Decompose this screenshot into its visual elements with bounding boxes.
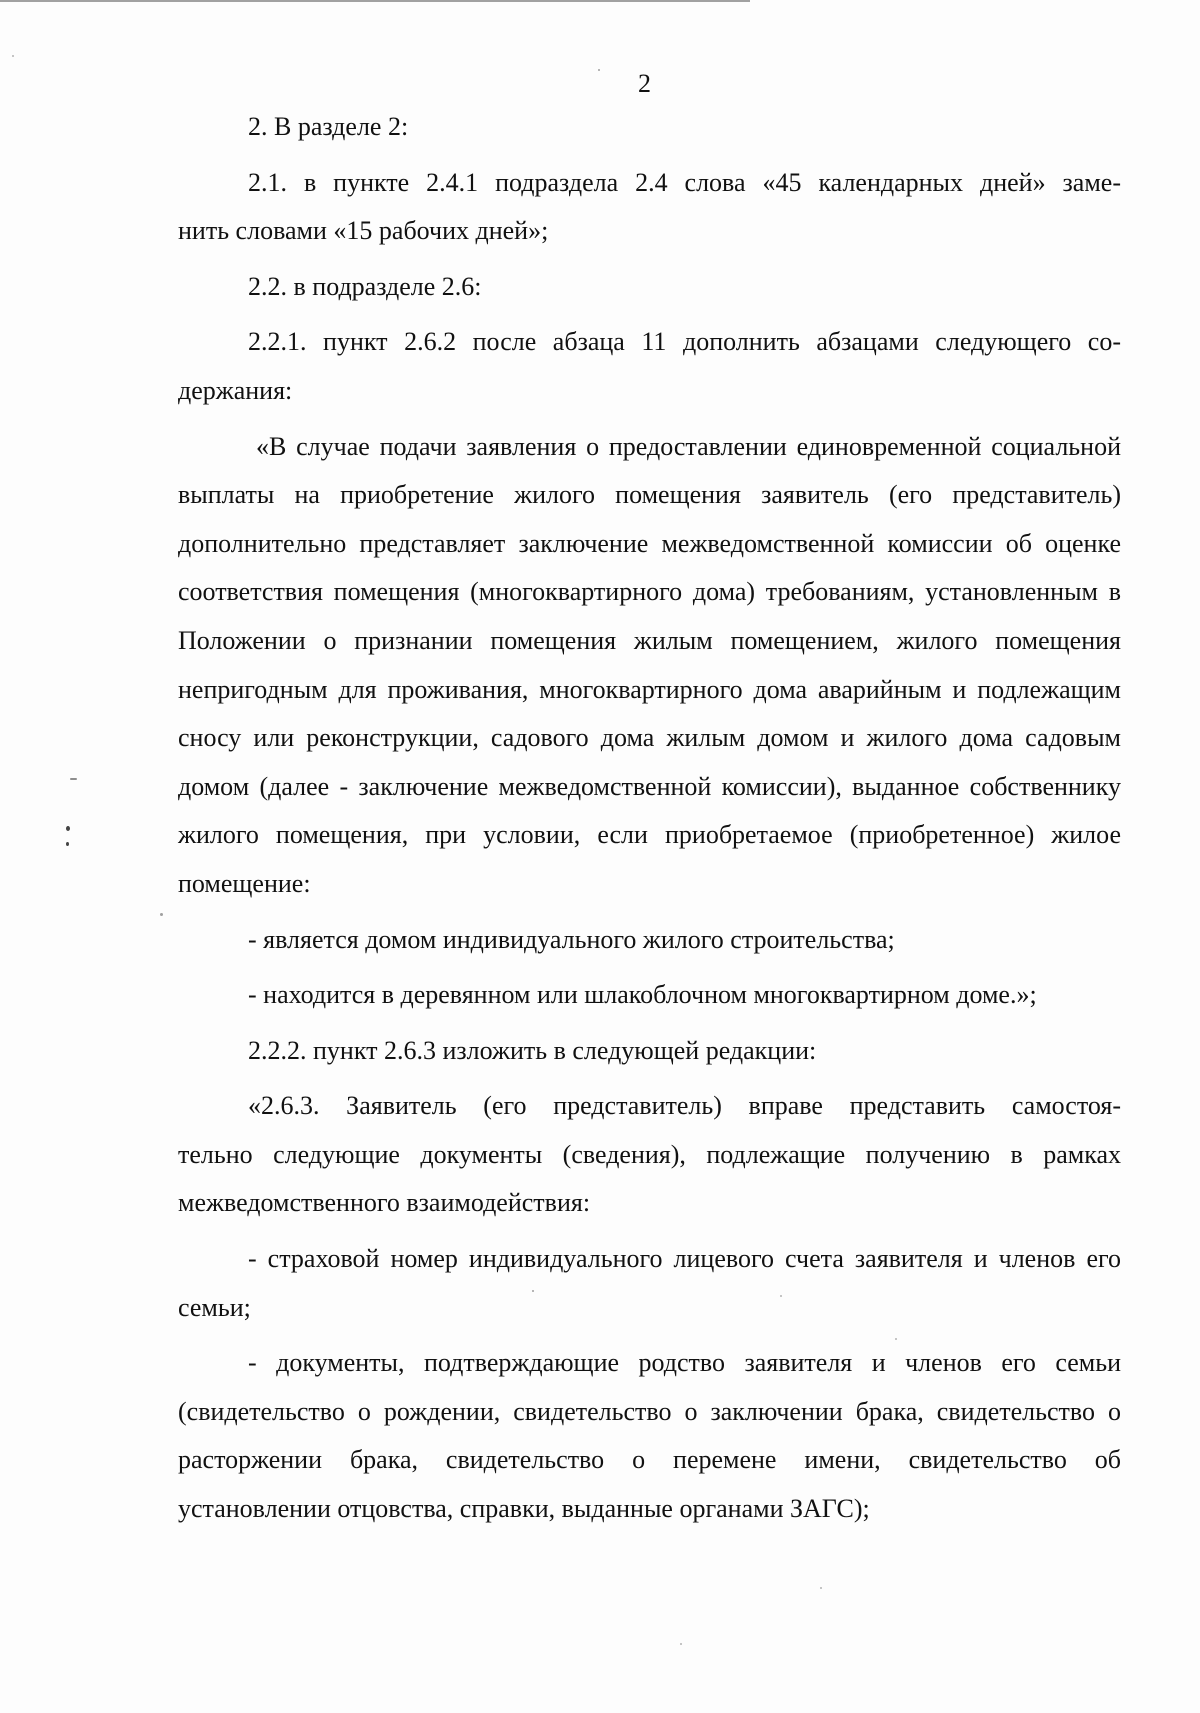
list-item-4: - документы, подтверждающие родство заявителя и членов его семьи (свидетельство о рождении, свидетельство о заключении брака, свидетельство о расторжении брака, свидетельство о перемене имени, свидетельство об установлении отцовства, справки, выданные органами ЗАГС); [178, 1348, 1121, 1524]
paragraph-2-6-3-line-1: «2.6.3. Заявитель (его представитель) вправе представить самостоя- [248, 1091, 1121, 1121]
paragraph-2-2-2: 2.2.2. пункт 2.6.3 изложить в следующей редакции: [248, 1035, 817, 1065]
list-item-1: - является домом индивидуального жилого строительства; [248, 924, 895, 954]
scan-speck [598, 69, 600, 71]
scan-speck [895, 1338, 897, 1340]
scan-speck [532, 1290, 534, 1292]
paragraph-2-1-line-2: нить словами «15 рабочих дней»; [178, 216, 549, 246]
quoted-paragraph: «В случае подачи заявления о предоставлении единовременной социальной выплаты на приобретение жилого помещения заявитель (его представитель) дополнительно представляет заключение межведомственной комиссии об оценке соответствия помещения (многоквартирного дома) требованиям, установленным в Положении о признании помещения жилым помещением, жилого помещения непригодным для проживания, многоквартирного дома аварийным и подлежащим сносу или реконструкции, садового дома жилым домом и жилого дома садовым домом (далее - заключение межведомственной комиссии), выданное собственнику жилого помещения, при условии, если приобретаемое (приобретенное) жилое помещение: [178, 431, 1121, 898]
scan-speck [12, 55, 14, 57]
scan-speck [70, 778, 77, 780]
paragraph-2-2-1-line-2: держания: [178, 375, 293, 405]
scan-speck [66, 842, 69, 846]
list-item-3: - страховой номер индивидуального лицевого счета заявителя и членов его семьи; [178, 1244, 1121, 1322]
list-item-2: - находится в деревянном или шлакоблочном многоквартирном доме.»; [248, 980, 1037, 1010]
scan-speck [66, 826, 70, 831]
scan-edge-line [0, 0, 750, 2]
document-body [178, 103, 1121, 1534]
paragraph-2-1-line-1: 2.1. в пункте 2.4.1 подраздела 2.4 слова «45 календарных дней» заме- [248, 167, 1121, 197]
paragraph-2-6-3-rest: тельно следующие документы (сведения), подлежащие получению в рамках межведомственного взаимодействия: [178, 1139, 1121, 1218]
page-number: 2 [638, 69, 651, 98]
paragraph-2-2-1-line-1: 2.2.1. пункт 2.6.2 после абзаца 11 дополнить абзацами следующего со- [248, 327, 1121, 357]
scan-speck [680, 1643, 682, 1645]
section-heading: 2. В разделе 2: [248, 112, 409, 141]
paragraph-2-2: 2.2. в подразделе 2.6: [248, 271, 482, 301]
scan-speck [820, 1587, 822, 1589]
scan-speck [160, 913, 163, 916]
scan-speck [780, 1295, 782, 1297]
